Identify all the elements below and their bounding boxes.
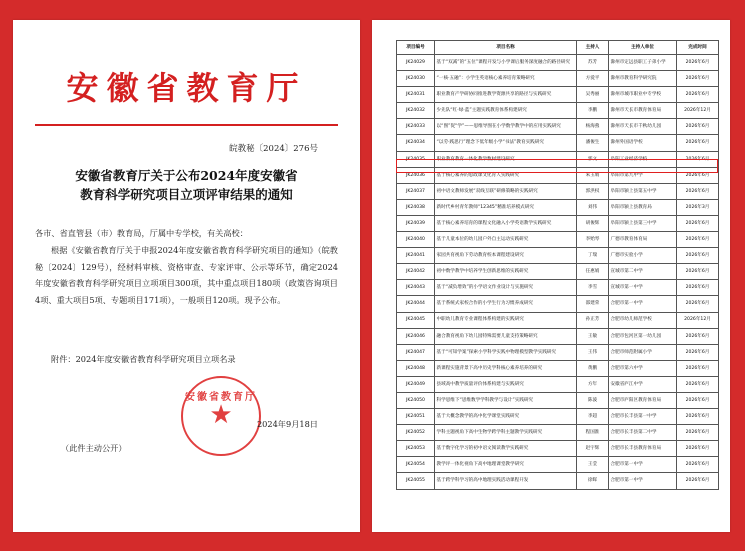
cell-host: 任惠娟 — [577, 264, 609, 280]
header-name: 项目名称 — [435, 41, 577, 55]
cell-unit: 合肥市第一中学 — [609, 457, 677, 473]
official-seal — [181, 376, 261, 456]
cell-unit: 合肥市第六中学 — [609, 360, 677, 376]
cell-unit: 宣城市第二中学 — [609, 264, 677, 280]
cell-host: 郭文 — [577, 151, 609, 167]
cell-unit: 合肥市第一中学 — [609, 473, 677, 489]
cell-time: 2026年6月 — [677, 215, 719, 231]
table-row — [397, 392, 719, 408]
cell-id: JK24042 — [397, 264, 435, 280]
cell-name: 基于“减负增效”的小学语文作业设计与实施研究 — [435, 280, 577, 296]
cell-name: 教学评一体化视角下高中地理课堂教学研究 — [435, 457, 577, 473]
cell-time: 2026年6月 — [677, 119, 719, 135]
cell-id: JK24037 — [397, 183, 435, 199]
cell-host: 吴秀丽 — [577, 87, 609, 103]
cell-name: 家园共育视角下劳动教育校本课程建设研究 — [435, 248, 577, 264]
cell-name: 基于大概念教学的高中化学课堂实践研究 — [435, 409, 577, 425]
cell-id: JK24030 — [397, 71, 435, 87]
cell-unit: 合肥市幼儿师范学校 — [609, 312, 677, 328]
cell-host: 胡俊辉 — [577, 215, 609, 231]
cell-time: 2026年6月 — [677, 248, 719, 264]
cell-name: 初中数学教学中培养学生创新思维的实践研究 — [435, 264, 577, 280]
cell-id: JK24032 — [397, 103, 435, 119]
table-row — [397, 376, 719, 392]
cell-name: 新课程实施背景下高中历史学科核心素养培养的研究 — [435, 360, 577, 376]
cell-id: JK24041 — [397, 248, 435, 264]
cell-time: 2026年6月 — [677, 264, 719, 280]
cell-host: 赵宇辉 — [577, 441, 609, 457]
table-row — [397, 473, 719, 489]
cell-host: 孙正芳 — [577, 312, 609, 328]
seal-text: 安徽省教育厅 — [185, 392, 257, 403]
cell-time: 2026年6月 — [677, 328, 719, 344]
cell-unit: 安徽省庐江中学 — [609, 376, 677, 392]
cell-time: 2026年6月 — [677, 392, 719, 408]
cell-host: 丁瑞 — [577, 248, 609, 264]
cell-unit: 宣城市第一中学 — [609, 280, 677, 296]
attachment-line: 附件：2024年度安徽省教育科学研究项目立项名录 — [51, 354, 236, 364]
issue-date: 2024年9月18日 — [256, 419, 318, 429]
table-row — [397, 87, 719, 103]
project-list-page — [372, 20, 730, 532]
table-row — [397, 71, 719, 87]
cell-time: 2026年3月 — [677, 199, 719, 215]
title-line-2: 教育科学研究项目立项评审结果的通知 — [80, 187, 293, 202]
cell-host: 邵建荣 — [577, 296, 609, 312]
cell-unit: 合肥市包河区第一幼儿园 — [609, 328, 677, 344]
table-row — [397, 328, 719, 344]
cell-name: 基于跨学科学习的高中地理实践活动课程开发 — [435, 473, 577, 489]
cell-host: 李雪 — [577, 280, 609, 296]
cell-name: “一核·五融”：小学生英语核心素养培育策略研究 — [435, 71, 577, 87]
cell-time: 2026年6月 — [677, 296, 719, 312]
cell-host: 苏芳 — [577, 55, 609, 71]
publish-note: （此件主动公开） — [61, 443, 127, 453]
org-header: 安徽省教育厅 — [66, 69, 307, 107]
cell-unit: 阜阳市颍上县第五中学 — [609, 183, 677, 199]
cell-host: 程国淮 — [577, 425, 609, 441]
table-row — [397, 167, 719, 183]
cell-host: 潘俊生 — [577, 135, 609, 151]
table-row — [397, 119, 719, 135]
cell-id: JK24046 — [397, 328, 435, 344]
cell-host: 黄鹏 — [577, 360, 609, 376]
cell-id: JK24045 — [397, 312, 435, 328]
cell-id: JK24031 — [397, 87, 435, 103]
cell-id: JK24034 — [397, 135, 435, 151]
cell-time: 2026年6月 — [677, 167, 719, 183]
addressee: 各市、省直管县（市）教育局，厅属中专学校，有关高校： — [35, 228, 248, 238]
cell-id: JK24049 — [397, 376, 435, 392]
cell-id: JK24029 — [397, 55, 435, 71]
cell-unit: 滁州市教育科学研究院 — [609, 71, 677, 87]
cell-host: 刘伟 — [577, 199, 609, 215]
cell-host: 王莹 — [577, 457, 609, 473]
cell-name: 以“图”促“学”——思维导图在小学数学教学中的应用实践研究 — [435, 119, 577, 135]
cell-host: 朱玉娟 — [577, 167, 609, 183]
doc-number: 皖教秘〔2024〕276号 — [229, 144, 318, 154]
cell-name: 少先队“红·绿·蓝”主题实践教育体系构建研究 — [435, 103, 577, 119]
table-row — [397, 425, 719, 441]
table-row — [397, 264, 719, 280]
table-row — [397, 344, 719, 360]
cell-id: JK24055 — [397, 473, 435, 489]
cell-host: 王敏 — [577, 328, 609, 344]
cell-time: 2026年6月 — [677, 409, 719, 425]
cell-unit: 阜阳市颍上县教育局 — [609, 199, 677, 215]
table-row — [397, 360, 719, 376]
cell-name: 科学思维下“思维数学学科教学与设计”实践研究 — [435, 392, 577, 408]
cell-time: 2026年6月 — [677, 360, 719, 376]
cell-name: 基于数字化学习的初中语文阅读教学实践研究 — [435, 441, 577, 457]
cell-name: “以劳·践思行”理念下低年级小学“书法”教育实践研究 — [435, 135, 577, 151]
table-row — [397, 248, 719, 264]
table-header-row — [397, 41, 719, 55]
cell-unit: 广德市实验小学 — [609, 248, 677, 264]
cell-id: JK24051 — [397, 409, 435, 425]
cell-id: JK24035 — [397, 151, 435, 167]
cell-unit: 广德市教育体育局 — [609, 232, 677, 248]
seal-star-icon: ★ — [209, 400, 233, 430]
cell-host: 李贻琴 — [577, 232, 609, 248]
table-row — [397, 135, 719, 151]
cell-time: 2026年6月 — [677, 425, 719, 441]
cell-id: JK24050 — [397, 392, 435, 408]
cell-host: 方爱平 — [577, 71, 609, 87]
cell-unit: 阜阳工业经济学校 — [609, 151, 677, 167]
cell-id: JK24039 — [397, 215, 435, 231]
cell-unit: 阜阳市颍上县第三中学 — [609, 215, 677, 231]
notice-page — [13, 20, 360, 532]
table-row — [397, 199, 719, 215]
cell-id: JK24048 — [397, 360, 435, 376]
cell-id: JK24054 — [397, 457, 435, 473]
cell-time: 2026年6月 — [677, 183, 719, 199]
title-line-1: 安徽省教育厅关于公布2024年度安徽省 — [75, 168, 298, 183]
table-row — [397, 103, 719, 119]
cell-name: 基于“可知学案”探索小学科学实践中物理模型教学实践研究 — [435, 344, 577, 360]
cell-id: JK24043 — [397, 280, 435, 296]
table-row — [397, 280, 719, 296]
table-row — [397, 296, 719, 312]
cell-time: 2026年6月 — [677, 71, 719, 87]
cell-unit: 合肥市庐阳区教育体育局 — [609, 392, 677, 408]
cell-unit: 合肥市师范附属小学 — [609, 344, 677, 360]
cell-time: 2026年6月 — [677, 473, 719, 489]
notice-title — [13, 166, 360, 204]
cell-name: 基于儿童本位的幼儿园户外自主运动实践研究 — [435, 232, 577, 248]
cell-host: 徐晖 — [577, 473, 609, 489]
table-row — [397, 441, 719, 457]
cell-name: 县域高中教学质量评价体系构建与实践研究 — [435, 376, 577, 392]
table-row — [397, 215, 719, 231]
cell-host: 方年 — [577, 376, 609, 392]
cell-time: 2026年6月 — [677, 135, 719, 151]
cell-unit: 滁州外国语学校 — [609, 135, 677, 151]
project-table — [396, 40, 719, 490]
cell-unit: 滁州市天长市千秋幼儿园 — [609, 119, 677, 135]
table-row — [397, 55, 719, 71]
cell-name: 中职幼儿教育专业课程体系构建的实践研究 — [435, 312, 577, 328]
cell-unit: 滁州市定远县职工子弟小学 — [609, 55, 677, 71]
cell-unit: 阜阳市第九中学 — [609, 167, 677, 183]
table-row — [397, 409, 719, 425]
cell-id: JK24044 — [397, 296, 435, 312]
cell-unit: 合肥市长丰县第一中学 — [609, 409, 677, 425]
cell-time: 2026年6月 — [677, 457, 719, 473]
header-time: 完成时间 — [677, 41, 719, 55]
cell-time: 2026年6月 — [677, 55, 719, 71]
cell-name: 基于核心素养培育的课程文化融入小学英语教学实践研究 — [435, 215, 577, 231]
header-rule — [35, 124, 338, 126]
cell-id: JK24033 — [397, 119, 435, 135]
cell-time: 2026年6月 — [677, 441, 719, 457]
cell-name: 融合教育视角下幼儿园特殊需要儿童支持策略研究 — [435, 328, 577, 344]
cell-unit: 滁州市城市职业中专学校 — [609, 87, 677, 103]
table-row — [397, 151, 719, 167]
cell-id: JK24047 — [397, 344, 435, 360]
cell-unit: 合肥市长丰县教育体育局 — [609, 441, 677, 457]
notice-body: 根据《安徽省教育厅关于申报2024年度安徽省教育科学研究项目的通知》（皖教秘〔2024〕129号），经材料审核、资格审查、专家评审、公示等环节，确定2024年度安徽省教育科学研究项目立项项目300项，其中重点项目180项（政策咨询项目4项、重大项目5项、专题项目171项），一般项目120项。现予公布。 — [35, 245, 338, 305]
cell-name: 基于“双减”的“五位”课程开发与小学课后服务深度融合的路径研究 — [435, 55, 577, 71]
cell-id: JK24036 — [397, 167, 435, 183]
cell-unit: 合肥市第一中学 — [609, 296, 677, 312]
cell-time: 2026年12月 — [677, 103, 719, 119]
cell-unit: 滁州市天长市教育体育局 — [609, 103, 677, 119]
cell-host: 李超 — [577, 409, 609, 425]
cell-host: 杨海燕 — [577, 119, 609, 135]
cell-time: 2026年6月 — [677, 280, 719, 296]
cell-time: 2026年6月 — [677, 344, 719, 360]
cell-name: 基于核心素养的思政课文化育人实践研究 — [435, 167, 577, 183]
cell-time: 2026年6月 — [677, 376, 719, 392]
cell-host: 李鹏 — [577, 103, 609, 119]
cell-time: 2026年6月 — [677, 87, 719, 103]
cell-name: 职业教育教育一体化教学数材建设研究 — [435, 151, 577, 167]
table-row — [397, 312, 719, 328]
cell-unit: 合肥市长丰县第二中学 — [609, 425, 677, 441]
cell-time: 2026年12月 — [677, 312, 719, 328]
cell-host: 郭洪权 — [577, 183, 609, 199]
cell-id: JK24052 — [397, 425, 435, 441]
cell-name: 基于系统式家校合作的小学生行为习惯养成研究 — [435, 296, 577, 312]
cell-name: 初中语文教师发展“双线互联”研修策略的实践研究 — [435, 183, 577, 199]
header-id: 项目编号 — [397, 41, 435, 55]
table-row — [397, 457, 719, 473]
cell-time: 2026年6月 — [677, 232, 719, 248]
cell-name: 职业教育产学研协同推进教学资源共享的路径与实践研究 — [435, 87, 577, 103]
cell-id: JK24040 — [397, 232, 435, 248]
table-row — [397, 183, 719, 199]
cell-time: 2026年6月 — [677, 151, 719, 167]
cell-id: JK24053 — [397, 441, 435, 457]
table-body — [397, 55, 719, 490]
header-unit: 主持人单位 — [609, 41, 677, 55]
cell-name: 新时代乡村青年教师“12345”精准培养模式研究 — [435, 199, 577, 215]
table-row — [397, 232, 719, 248]
cell-host: 王伟 — [577, 344, 609, 360]
header-host: 主持人 — [577, 41, 609, 55]
cell-name: 学科主题视角下高中生物学跨学科主题教学实践研究 — [435, 425, 577, 441]
cell-id: JK24038 — [397, 199, 435, 215]
cell-host: 陈波 — [577, 392, 609, 408]
